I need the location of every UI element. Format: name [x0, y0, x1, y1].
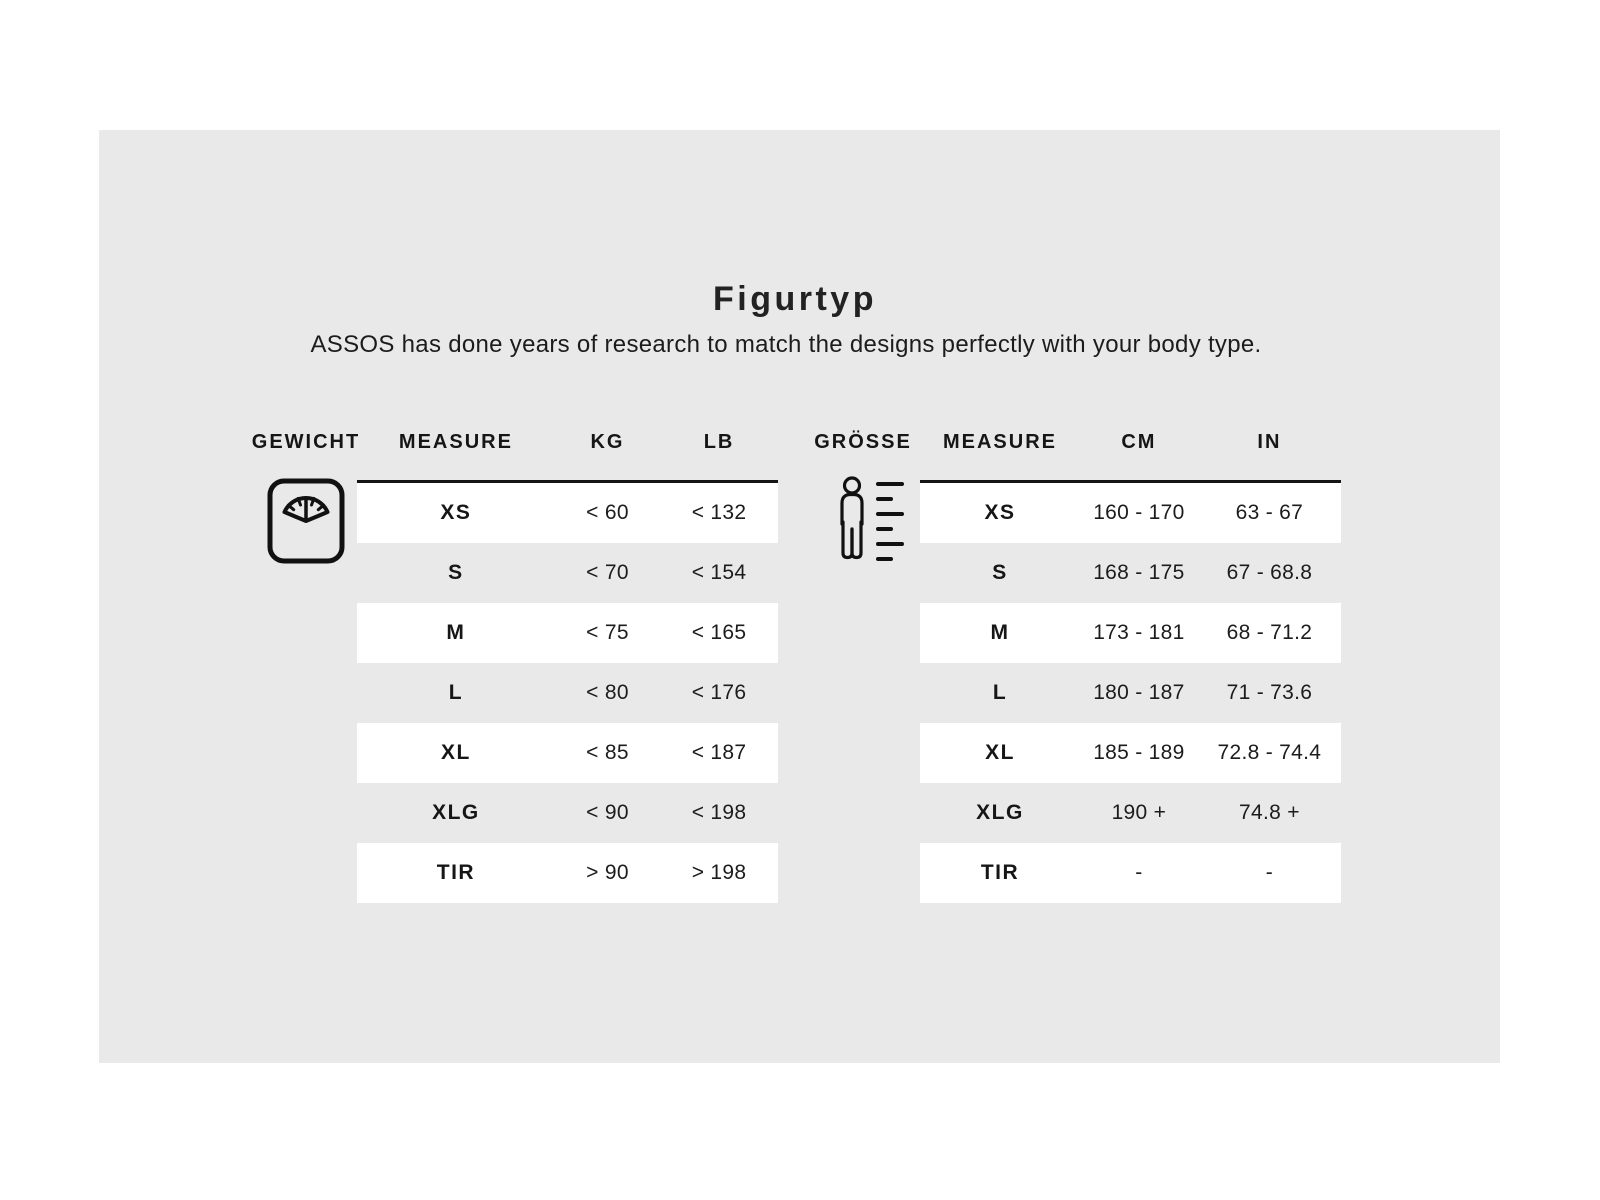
in-value: 72.8 - 74.4: [1217, 741, 1322, 764]
kg-value: < 75: [586, 621, 629, 644]
cm-value: 173 - 181: [1093, 621, 1185, 644]
weight-scale-icon: [267, 478, 345, 564]
size-label: S: [992, 561, 1008, 584]
subtitle: ASSOS has done years of research to match the designs perfectly with your body type.: [310, 331, 1262, 358]
table-row: [920, 543, 1341, 603]
table-row: [357, 543, 778, 603]
cm-value: 190 +: [1111, 801, 1167, 824]
lb-value: < 132: [691, 501, 747, 524]
lb-value: < 176: [691, 681, 747, 704]
table-row: [357, 843, 778, 903]
kg-value: < 85: [586, 741, 629, 764]
in-value: -: [1265, 861, 1274, 884]
table-row: [357, 663, 778, 723]
cm-value: 180 - 187: [1093, 681, 1185, 704]
kg-value: < 90: [586, 801, 629, 824]
weight-table: [357, 483, 778, 903]
size-label: M: [446, 621, 466, 644]
size-label: L: [448, 681, 464, 704]
lb-value: < 187: [691, 741, 747, 764]
kg-value: < 80: [586, 681, 629, 704]
size-label: S: [448, 561, 464, 584]
kg-value: < 70: [586, 561, 629, 584]
column-header-measure: MEASURE: [942, 431, 1057, 453]
page-title: Figurtyp: [713, 280, 877, 318]
cm-value: -: [1135, 861, 1143, 884]
size-chart-panel: [99, 130, 1500, 1063]
size-label: L: [992, 681, 1008, 704]
in-value: 67 - 68.8: [1226, 561, 1313, 584]
lb-value: < 154: [691, 561, 747, 584]
column-header-kg: KG: [590, 431, 625, 453]
lb-value: < 198: [691, 801, 747, 824]
size-label: TIR: [980, 861, 1020, 884]
table-row: [920, 783, 1341, 843]
size-label: XS: [984, 501, 1016, 524]
column-header-lb: LB: [703, 431, 735, 453]
height-table-column-headers: [920, 425, 1341, 459]
table-row: [920, 483, 1341, 543]
column-header-in: IN: [1257, 431, 1282, 453]
weight-table-column-headers: [357, 425, 778, 459]
height-table: [920, 483, 1341, 903]
kg-value: > 90: [586, 861, 629, 884]
column-header-cm: CM: [1121, 431, 1157, 453]
in-value: 63 - 67: [1235, 501, 1304, 524]
table-row: [920, 723, 1341, 783]
table-row: [357, 603, 778, 663]
height-measure-icon: [836, 476, 904, 564]
size-label: XL: [441, 741, 471, 764]
kg-value: < 60: [586, 501, 629, 524]
size-label: XS: [440, 501, 472, 524]
size-label: XLG: [432, 801, 480, 824]
size-label: XLG: [976, 801, 1024, 824]
in-value: 71 - 73.6: [1226, 681, 1313, 704]
table-row: [920, 663, 1341, 723]
lb-value: < 165: [691, 621, 747, 644]
table-row: [920, 843, 1341, 903]
cm-value: 160 - 170: [1093, 501, 1185, 524]
size-label: XL: [985, 741, 1015, 764]
lb-value: > 198: [691, 861, 747, 884]
table-row: [357, 723, 778, 783]
cm-value: 185 - 189: [1093, 741, 1185, 764]
table-row: [920, 603, 1341, 663]
in-value: 74.8 +: [1239, 801, 1300, 824]
size-label: M: [990, 621, 1010, 644]
column-header-measure: MEASURE: [398, 431, 513, 453]
cm-value: 168 - 175: [1093, 561, 1185, 584]
in-value: 68 - 71.2: [1226, 621, 1313, 644]
size-label: TIR: [436, 861, 476, 884]
table-row: [357, 483, 778, 543]
weight-table-label: GEWICHT: [251, 431, 361, 453]
table-row: [357, 783, 778, 843]
height-table-label: GRÖSSE: [814, 431, 912, 453]
